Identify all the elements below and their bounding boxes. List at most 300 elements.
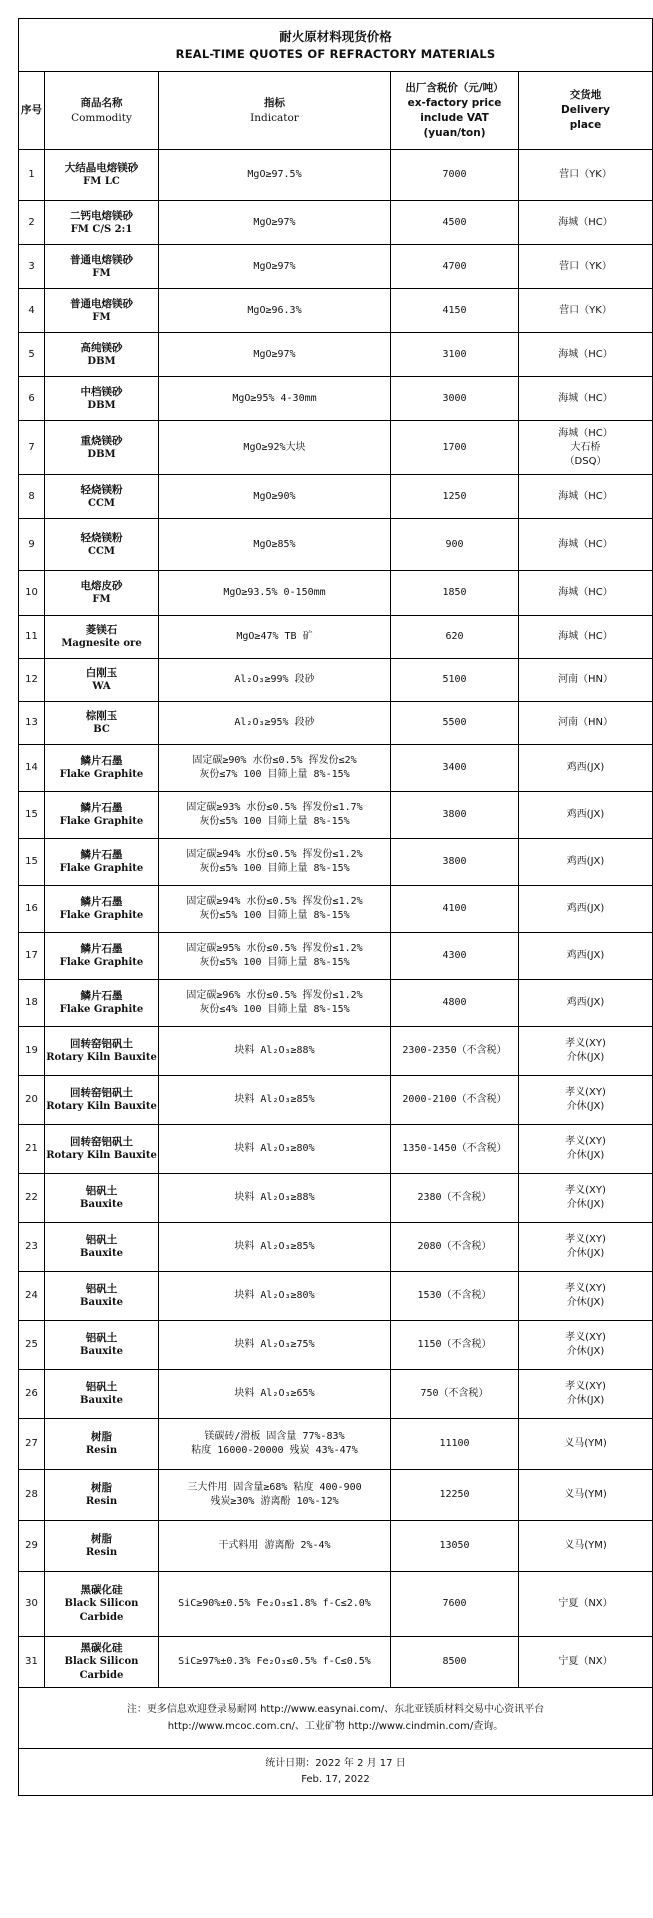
place-line: （DSQ） [564,455,607,467]
row-price: 7600 [391,1572,519,1637]
indicator-line: 三大件用 固含量≥68% 粘度 400-900 [187,1482,362,1493]
header-place-line: place [569,119,602,131]
table-row [19,1521,653,1572]
row-number: 21 [19,1125,45,1174]
row-number: 3 [19,245,45,289]
table-title [19,19,653,72]
row-place [519,933,653,980]
commodity-cn: 回转窑铝矾土 [70,1087,133,1099]
indicator-line: 固定碳≥90% 水份≤0.5% 挥发份≤2% [192,755,357,766]
stat-date-en: Feb. 17, 2022 [301,1774,370,1785]
indicator-line: 固定碳≥95% 水份≤0.5% 挥发份≤1.2% [186,943,363,954]
row-indicator [159,1470,391,1521]
place-line: 宁夏（NX） [558,1656,613,1667]
table-row [19,245,653,289]
row-price: 7000 [391,150,519,201]
commodity-cn: 黑碳化硅 [80,1642,123,1654]
row-place [519,616,653,659]
row-price: 2380（不含税） [391,1174,519,1223]
row-commodity [45,1076,159,1125]
table-row [19,1027,653,1076]
row-indicator [159,980,391,1027]
indicator-line: 粘度 16000-20000 残炭 43%-47% [191,1445,358,1456]
place-line: 孝义(XY) [565,1234,606,1245]
row-price: 1530（不含税） [391,1272,519,1321]
commodity-en: FM [92,267,111,279]
place-line: 介休(JX) [566,1101,605,1112]
row-price: 11100 [391,1419,519,1470]
header-commodity-cn: 商品名称 [80,96,123,109]
indicator-line: 固定碳≥96% 水份≤0.5% 挥发份≤1.2% [186,990,363,1001]
indicator-line: 固定碳≥93% 水份≤0.5% 挥发份≤1.7% [186,802,363,813]
table-row [19,1272,653,1321]
row-number: 6 [19,377,45,421]
row-indicator [159,571,391,616]
indicator-line: MgO≥93.5% 0-150mm [223,587,326,598]
commodity-cn: 中档镁砂 [80,385,123,398]
commodity-en: Bauxite [80,1199,123,1210]
commodity-en: Flake Graphite [59,957,144,968]
indicator-line: 块料 Al₂O₃≥85% [234,1241,315,1252]
commodity-cn: 棕刚玉 [85,710,118,722]
commodity-en: Flake Graphite [59,863,144,874]
row-indicator [159,519,391,571]
commodity-cn: 铝矾土 [85,1234,118,1246]
indicator-line: MgO≥96.3% [247,304,302,316]
place-line: 河南（HN） [558,717,613,728]
table-row [19,1470,653,1521]
row-place [519,1419,653,1470]
indicator-line: MgO≥97.5% [247,169,302,180]
header-row [19,72,653,150]
title-english: REAL-TIME QUOTES OF REFRACTORY MATERIALS [175,46,496,61]
place-line: 介休(JX) [566,1346,605,1357]
row-commodity [45,201,159,245]
row-price: 2300-2350（不含税） [391,1027,519,1076]
row-commodity [45,377,159,421]
indicator-line: 灰份≤5% 100 目筛上量 8%-15% [199,816,350,827]
row-number: 4 [19,289,45,333]
indicator-line: 灰份≤5% 100 目筛上量 8%-15% [199,910,350,921]
row-number: 5 [19,333,45,377]
indicator-line: 块料 Al₂O₃≥88% [234,1192,315,1203]
row-price: 4300 [391,933,519,980]
table-row [19,1370,653,1419]
row-place [519,289,653,333]
row-number: 19 [19,1027,45,1076]
row-commodity [45,1027,159,1076]
row-number: 9 [19,519,45,571]
place-line: 大石桥 [570,441,601,453]
row-place [519,1223,653,1272]
row-number: 7 [19,421,45,475]
indicator-line: MgO≥97% [253,260,296,272]
date-cell [19,1749,653,1796]
indicator-line: 灰份≤4% 100 目筛上量 8%-15% [199,1004,350,1015]
row-price: 8500 [391,1637,519,1688]
row-indicator [159,289,391,333]
commodity-cn: 铝矾土 [85,1381,118,1393]
row-place [519,245,653,289]
commodity-en: Bauxite [80,1297,123,1308]
row-commodity [45,1125,159,1174]
place-line: 介休(JX) [566,1199,605,1210]
row-price: 900 [391,519,519,571]
row-commodity [45,933,159,980]
indicator-line: MgO≥90% [253,490,296,502]
commodity-cn: 白刚玉 [85,667,118,679]
table-row [19,421,653,475]
place-line: 鸡西(JX) [566,762,605,773]
row-number: 20 [19,1076,45,1125]
place-line: 孝义(XY) [565,1087,606,1098]
commodity-cn: 鳞片石墨 [80,849,123,861]
row-price: 1700 [391,421,519,475]
table-row [19,1419,653,1470]
row-number: 1 [19,150,45,201]
header-place [519,72,653,150]
commodity-en: Resin [85,1496,118,1507]
place-line: 海城（HC） [558,490,613,502]
row-price: 1150（不含税） [391,1321,519,1370]
place-line: 营口（YK） [559,260,612,272]
table-row [19,1572,653,1637]
row-number: 29 [19,1521,45,1572]
commodity-cn: 轻烧镁粉 [80,483,123,496]
commodity-cn: 铝矾土 [85,1332,118,1344]
row-number: 8 [19,475,45,519]
quotes-table [18,18,653,1796]
row-place [519,839,653,886]
place-line: 孝义(XY) [565,1283,606,1294]
indicator-line: Al₂O₃≥95% 段砂 [234,717,315,728]
table-row [19,150,653,201]
table-row [19,1223,653,1272]
commodity-en: CCM [88,545,115,557]
place-line: 海城（HC） [558,427,613,439]
row-place [519,421,653,475]
row-indicator [159,933,391,980]
row-price: 3000 [391,377,519,421]
commodity-cn: 菱镁石 [85,624,118,636]
row-place [519,659,653,702]
table-row [19,333,653,377]
row-number: 31 [19,1637,45,1688]
header-price-line: ex-factory price [407,96,502,109]
commodity-cn: 回转窑铝矾土 [70,1136,133,1148]
indicator-line: MgO≥97% [253,216,296,228]
row-price: 4800 [391,980,519,1027]
commodity-en: Flake Graphite [59,816,144,827]
commodity-en: CCM [88,497,115,509]
row-indicator [159,1321,391,1370]
place-line: 孝义(XY) [565,1381,606,1392]
commodity-cn: 电熔皮砂 [80,580,123,592]
commodity-en: Bauxite [80,1248,123,1259]
place-line: 海城（HC） [558,216,613,228]
place-line: 营口（YK） [559,169,612,180]
table-row [19,745,653,792]
row-number: 12 [19,659,45,702]
header-price-line: 出厂含税价（元/吨） [405,81,504,94]
row-indicator [159,1419,391,1470]
row-commodity [45,616,159,659]
table-row [19,571,653,616]
row-place [519,201,653,245]
row-price: 1250 [391,475,519,519]
row-indicator [159,333,391,377]
commodity-cn: 黑碳化硅 [80,1584,123,1596]
commodity-en: BC [93,724,110,735]
row-number: 25 [19,1321,45,1370]
row-number: 22 [19,1174,45,1223]
row-indicator [159,475,391,519]
place-line: 海城（HC） [558,538,613,550]
indicator-line: MgO≥97% [253,348,296,360]
row-price: 4500 [391,201,519,245]
note-line-1: 注：更多信息欢迎登录易耐网 http://www.easynai.com/、东北亚镁质材料交易中心资讯平台 [126,1704,545,1715]
place-line: 宁夏（NX） [558,1598,613,1609]
commodity-en: FM C/S 2:1 [70,223,133,235]
table-row [19,475,653,519]
row-indicator [159,421,391,475]
row-indicator [159,1637,391,1688]
row-price: 13050 [391,1521,519,1572]
stat-date-cn: 统计日期：2022 年 2 月 17 日 [265,1758,406,1769]
commodity-en: Resin [85,1547,118,1558]
commodity-cn: 鳞片石墨 [80,990,123,1002]
row-price: 750（不含税） [391,1370,519,1419]
header-indicator-cn: 指标 [264,96,285,109]
commodity-en: Rotary Kiln Bauxite [46,1052,157,1063]
place-line: 义马(YM) [564,1489,607,1500]
row-price: 4100 [391,886,519,933]
commodity-cn: 回转窑铝矾土 [70,1038,133,1050]
row-number: 14 [19,745,45,792]
row-price: 3800 [391,839,519,886]
row-price: 5100 [391,659,519,702]
row-place [519,1521,653,1572]
header-price [391,72,519,150]
row-place [519,1370,653,1419]
indicator-line: 灰份≤5% 100 目筛上量 8%-15% [199,957,350,968]
indicator-line: 块料 Al₂O₃≥80% [234,1290,315,1301]
row-place [519,150,653,201]
place-line: 孝义(XY) [565,1332,606,1343]
row-price: 3100 [391,333,519,377]
note-cell [19,1688,653,1749]
row-commodity [45,702,159,745]
row-place [519,571,653,616]
note-line-2: http://www.mcoc.com.cn/、工业矿物 http://www.cindmin.com/查询。 [167,1721,504,1732]
indicator-line: MgO≥47% TB 矿 [236,631,313,642]
indicator-line: SiC≥97%±0.3% Fe₂O₃≤0.5% f-C≤0.5% [178,1656,371,1667]
commodity-cn: 普通电熔镁砂 [70,253,133,266]
row-number: 28 [19,1470,45,1521]
commodity-en: Black Silicon Carbide [64,1598,139,1623]
row-indicator [159,1572,391,1637]
row-place [519,1572,653,1637]
place-line: 孝义(XY) [565,1038,606,1049]
indicator-line: Al₂O₃≥99% 段砂 [234,674,315,685]
indicator-line: 灰份≤7% 100 目筛上量 8%-15% [199,769,350,780]
row-indicator [159,745,391,792]
row-number: 10 [19,571,45,616]
indicator-line: 块料 Al₂O₃≥88% [234,1045,315,1056]
row-commodity [45,839,159,886]
place-line: 介休(JX) [566,1052,605,1063]
commodity-en: Flake Graphite [59,769,144,780]
commodity-cn: 鳞片石墨 [80,943,123,955]
commodity-cn: 铝矾土 [85,1185,118,1197]
row-number: 18 [19,980,45,1027]
commodity-cn: 大结晶电熔镁砂 [64,162,139,174]
row-indicator [159,1076,391,1125]
row-commodity [45,1174,159,1223]
row-indicator [159,1223,391,1272]
row-commodity [45,1272,159,1321]
commodity-cn: 普通电熔镁砂 [70,297,133,310]
indicator-line: SiC≥90%±0.5% Fe₂O₃≤1.8% f-C≤2.0% [178,1598,371,1609]
place-line: 介休(JX) [566,1395,605,1406]
commodity-cn: 二钙电熔镁砂 [70,209,133,222]
header-commodity [45,72,159,150]
place-line: 鸡西(JX) [566,809,605,820]
header-place-line: 交货地 [569,89,602,101]
place-line: 海城（HC） [558,587,613,598]
place-line: 营口（YK） [559,304,612,316]
row-indicator [159,1370,391,1419]
row-commodity [45,886,159,933]
table-row [19,933,653,980]
row-price: 3800 [391,792,519,839]
row-place [519,377,653,421]
header-no: 序号 [19,72,45,150]
row-commodity [45,475,159,519]
row-place [519,702,653,745]
row-commodity [45,1370,159,1419]
indicator-line: 固定碳≥94% 水份≤0.5% 挥发份≤1.2% [186,849,363,860]
commodity-en: FM [92,594,111,605]
row-price: 3400 [391,745,519,792]
row-number: 13 [19,702,45,745]
row-place [519,1321,653,1370]
indicator-line: 干式料用 游离酚 2%-4% [218,1540,331,1551]
table-row [19,519,653,571]
row-price: 2080（不含税） [391,1223,519,1272]
table-row [19,616,653,659]
row-commodity [45,980,159,1027]
table-row [19,792,653,839]
indicator-line: MgO≥95% 4-30mm [232,392,317,404]
row-commodity [45,745,159,792]
row-number: 26 [19,1370,45,1419]
header-indicator [159,72,391,150]
indicator-line: 固定碳≥94% 水份≤0.5% 挥发份≤1.2% [186,896,363,907]
row-number: 15 [19,839,45,886]
row-commodity [45,1321,159,1370]
row-indicator [159,150,391,201]
commodity-cn: 铝矾土 [85,1283,118,1295]
place-line: 孝义(XY) [565,1136,606,1147]
row-commodity [45,1637,159,1688]
row-indicator [159,886,391,933]
row-indicator [159,1272,391,1321]
commodity-en: Magnesite ore [61,638,142,649]
header-commodity-en: Commodity [71,111,132,124]
indicator-line: 块料 Al₂O₃≥65% [234,1388,315,1399]
row-place [519,1174,653,1223]
row-place [519,519,653,571]
row-price: 620 [391,616,519,659]
row-indicator [159,702,391,745]
date-row [19,1749,653,1796]
row-commodity [45,421,159,475]
place-line: 义马(YM) [564,1438,607,1449]
row-commodity [45,245,159,289]
indicator-line: 块料 Al₂O₃≥80% [234,1143,315,1154]
table-row [19,1125,653,1174]
header-price-line: (yuan/ton) [423,126,486,139]
price-sheet [18,18,652,1796]
row-indicator [159,1027,391,1076]
commodity-en: WA [92,681,111,692]
row-commodity [45,571,159,616]
place-line: 鸡西(JX) [566,903,605,914]
row-indicator [159,1174,391,1223]
indicator-line: MgO≥85% [253,538,296,550]
row-place [519,1272,653,1321]
row-commodity [45,1419,159,1470]
commodity-en: Rotary Kiln Bauxite [46,1150,157,1161]
row-place [519,1470,653,1521]
row-indicator [159,659,391,702]
commodity-en: DBM [87,355,116,367]
place-line: 义马(YM) [564,1540,607,1551]
row-place [519,475,653,519]
indicator-line: 块料 Al₂O₃≥75% [234,1339,315,1350]
place-line: 介休(JX) [566,1150,605,1161]
row-number: 2 [19,201,45,245]
row-place [519,745,653,792]
row-commodity [45,150,159,201]
commodity-cn: 鳞片石墨 [80,896,123,908]
commodity-cn: 鳞片石墨 [80,802,123,814]
row-place [519,886,653,933]
row-place [519,980,653,1027]
commodity-en: Bauxite [80,1395,123,1406]
row-commodity [45,1223,159,1272]
row-price: 5500 [391,702,519,745]
row-place [519,792,653,839]
row-place [519,1027,653,1076]
note-row [19,1688,653,1749]
commodity-en: Rotary Kiln Bauxite [46,1101,157,1112]
commodity-en: Black Silicon Carbide [64,1656,139,1681]
table-row [19,377,653,421]
table-row [19,702,653,745]
indicator-line: 镁碳砖/滑板 固含量 77%-83% [204,1431,345,1442]
place-line: 河南（HN） [558,674,613,685]
row-number: 27 [19,1419,45,1470]
commodity-en: Flake Graphite [59,910,144,921]
row-indicator [159,201,391,245]
row-commodity [45,333,159,377]
indicator-line: 块料 Al₂O₃≥85% [234,1094,315,1105]
row-place [519,1637,653,1688]
row-commodity [45,792,159,839]
row-commodity [45,1470,159,1521]
